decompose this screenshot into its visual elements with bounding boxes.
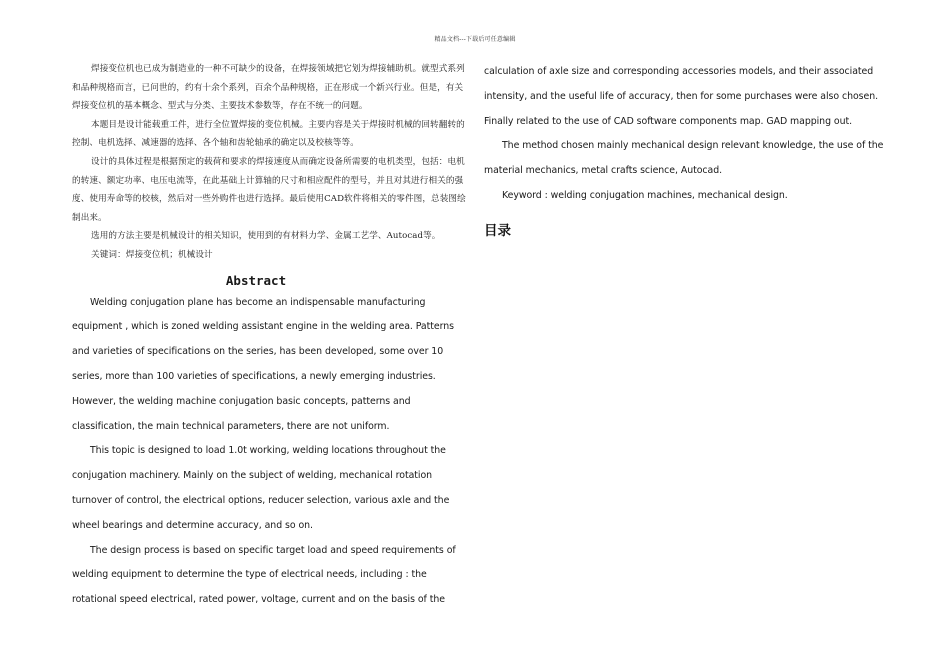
en-abstract-continuation: calculation of axle size and corresponding accessories models, and their associated intensity, and the useful life of accuracy, then for some purchases were also chosen. Finally related to the use of CAD software components map. GAD mapping out. bbox=[484, 66, 879, 127]
cn-abstract-paragraph-3: 设计的具体过程是根据预定的载荷和要求的焊接速度从而确定设备所需要的电机类型，包括：电机的转速、额定功率、电压电流等，在此基础上计算轴的尺寸和相应配件的型号，并且对其进行相关的强度、使用寿命等的校核，然后对一些外购件也进行选择。最后使用CAD软件将相关的零件图，总装图绘制出来。 bbox=[72, 156, 466, 223]
en-abstract-paragraph-2: This topic is designed to load 1.0t working, welding locations throughout the conjugation machinery. Mainly on the subject of welding, mechanical rotation turnover of control, the electrical options, reducer selection, various axle and the wheel bearings and determine accuracy, and so on. bbox=[72, 445, 450, 531]
en-keywords: Keyword : welding conjugation machines, mechanical design. bbox=[502, 189, 788, 201]
cn-abstract-paragraph-4: 选用的方法主要是机械设计的相关知识，使用到的有材料力学、金属工艺学、Autocad等。 bbox=[91, 231, 441, 242]
cn-abstract-paragraph-1: 焊接变位机也已成为制造业的一种不可缺少的设备，在焊接领域把它划为焊接辅助机。就型式系列和品种规格而言，已问世的，约有十余个系列，百余个品种规格，正在形成一个新兴行业。但是，有关焊接变位机的基本概念、型式与分类、主要技术参数等，存在不统一的问题。 bbox=[72, 64, 465, 112]
right-column bbox=[484, 60, 894, 239]
en-abstract-paragraph-1: Welding conjugation plane has become an indispensable manufacturing equipment , which is zoned welding assistant engine in the welding area. Patterns and varieties of specifications on the series, has been developed, some over 10 series, more than 100 varieties of specifications, a newly emerging industries. However, the welding machine conjugation basic concepts, patterns and classification, the main technical parameters, there are not uniform. bbox=[72, 296, 454, 432]
cn-keywords: 关键词：焊接变位机；机械设计 bbox=[91, 249, 213, 260]
cn-abstract-paragraph-2: 本题目是设计能载重工件，进行全位置焊接的变位机械。主要内容是关于焊接时机械的回转翻转的控制、电机选择、减速器的选择、各个轴和齿轮轴承的确定以及校核等等。 bbox=[72, 119, 465, 149]
en-abstract-paragraph-3: The design process is based on specific target load and speed requirements of welding equipment to determine the type of electrical needs, including : the rotational speed electrical, rated power, voltage, current and on the basis of the bbox=[72, 544, 456, 606]
en-method-paragraph: The method chosen mainly mechanical design relevant knowledge, the use of the material mechanics, metal crafts science, Autocad. bbox=[484, 140, 884, 177]
abstract-title: Abstract bbox=[225, 272, 287, 288]
page-header: 精品文档---下载后可任意编辑 bbox=[434, 36, 516, 43]
left-column bbox=[72, 60, 470, 613]
toc-title: 目录 bbox=[484, 222, 511, 239]
